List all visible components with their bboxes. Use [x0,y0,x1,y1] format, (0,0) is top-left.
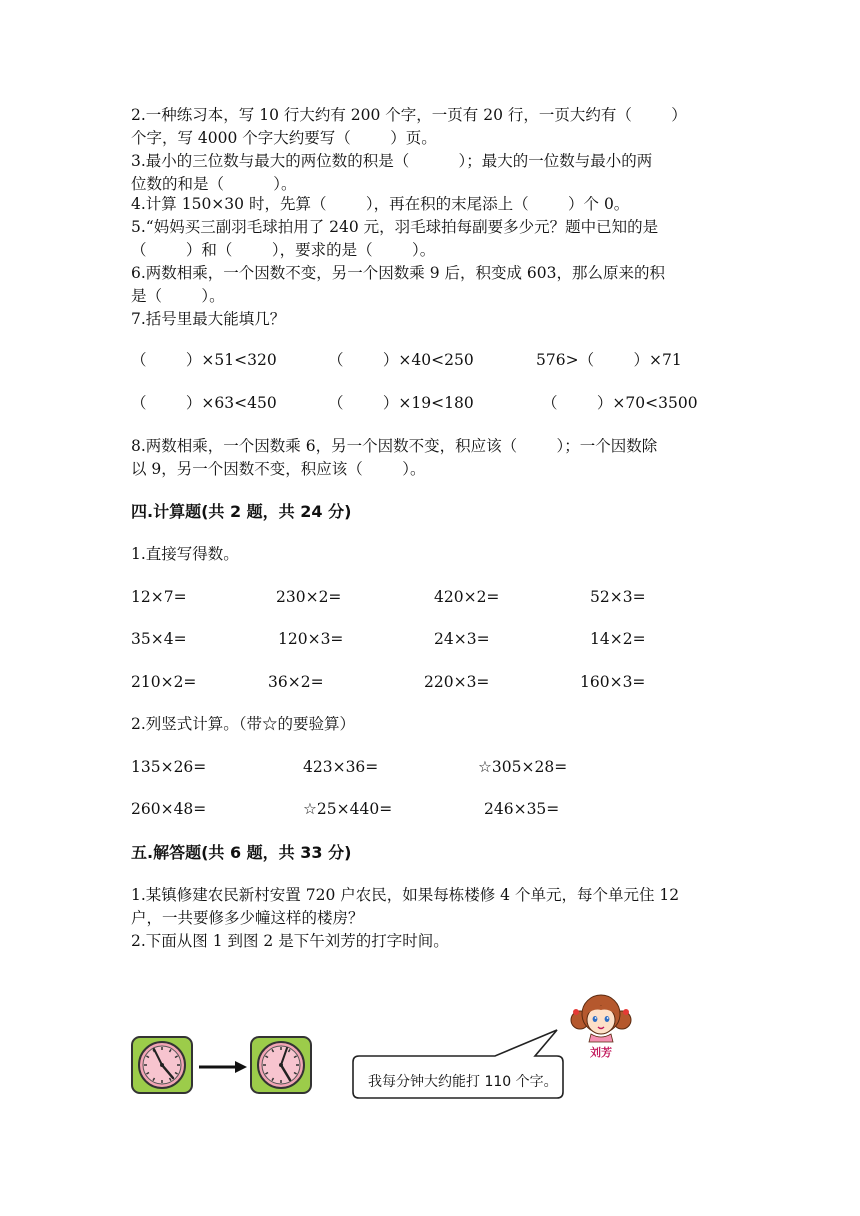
calc-item: 35×4= [131,630,187,648]
q7-item: （ ）×70<3500 [542,394,698,412]
vertical-calc-item: 260×48= [131,800,207,818]
vertical-calc-item: 246×35= [484,800,560,818]
s5-q2-line1: 2.下面从图 1 到图 2 是下午刘芳的打字时间。 [131,932,449,950]
clock-icon [131,1036,193,1094]
q7-item: （ ）×40<250 [328,351,474,369]
q2-line2: 个字，写 4000 个字大约要写（ ）页。 [131,129,437,147]
calc-item: 220×3= [424,673,490,691]
clock-icon [250,1036,312,1094]
speech-bubble [345,1026,575,1104]
q3-line2: 位数的和是（ ）。 [131,175,297,193]
q4-line1: 4.计算 150×30 时，先算（ ），再在积的末尾添上（ ）个 0。 [131,195,630,213]
calc-item: 230×2= [276,588,342,606]
girl-name-label: 刘芳 [590,1046,612,1059]
s5-q1-line2: 户，一共要修多少幢这样的楼房？ [131,909,364,927]
q7-item: （ ）×51<320 [131,351,277,369]
calc-item: 14×2= [590,630,646,648]
s4-q2-title: 2.列竖式计算。（带☆的要验算） [131,715,356,733]
q8-line2: 以 9，另一个因数不变，积应该（ ）。 [131,460,426,478]
section5-heading: 五.解答题(共 6 题，共 33 分) [131,843,352,862]
q2-line1: 2.一种练习本，写 10 行大约有 200 个字，一页有 20 行，一页大约有（ ） [131,106,687,124]
vertical-calc-item: 423×36= [303,758,379,776]
q7-item: 576>（ ）×71 [536,351,682,369]
q3-line1: 3.最小的三位数与最大的两位数的积是（ ）；最大的一位数与最小的两 [131,152,653,170]
calc-item: 12×7= [131,588,187,606]
calc-item: 160×3= [580,673,646,691]
q7-title: 7.括号里最大能填几？ [131,310,286,328]
calc-item: 24×3= [434,630,490,648]
s4-q1-title: 1.直接写得数。 [131,545,239,563]
arrow-right-icon [197,1060,249,1074]
s5-q1-line1: 1.某镇修建农民新村安置 720 户农民，如果每栋楼修 4 个单元，每个单元住 12 [131,886,680,904]
calc-item: 36×2= [268,673,324,691]
calc-item: 210×2= [131,673,197,691]
q7-item: （ ）×63<450 [131,394,277,412]
q5-line2: （ ）和（ ），要求的是（ ）。 [131,241,436,259]
q6-line1: 6.两数相乘，一个因数不变，另一个因数乘 9 后，积变成 603，那么原来的积 [131,264,666,282]
q8-line1: 8.两数相乘，一个因数乘 6，另一个因数不变，积应该（ ）；一个因数除 [131,437,658,455]
q5-line1: 5.“妈妈买三副羽毛球拍用了 240 元，羽毛球拍每副要多少元？题中已知的是 [131,218,659,236]
calc-item: 52×3= [590,588,646,606]
section4-heading: 四.计算题(共 2 题，共 24 分) [131,502,352,521]
calc-item: 120×3= [278,630,344,648]
vertical-calc-item: 135×26= [131,758,207,776]
vertical-calc-item: ☆305×28= [478,758,568,776]
speech-text: 我每分钟大约能打 110 个字。 [368,1074,558,1090]
q7-item: （ ）×19<180 [328,394,474,412]
q6-line2: 是（ ）。 [131,287,225,305]
calc-item: 420×2= [434,588,500,606]
vertical-calc-item: ☆25×440= [303,800,393,818]
